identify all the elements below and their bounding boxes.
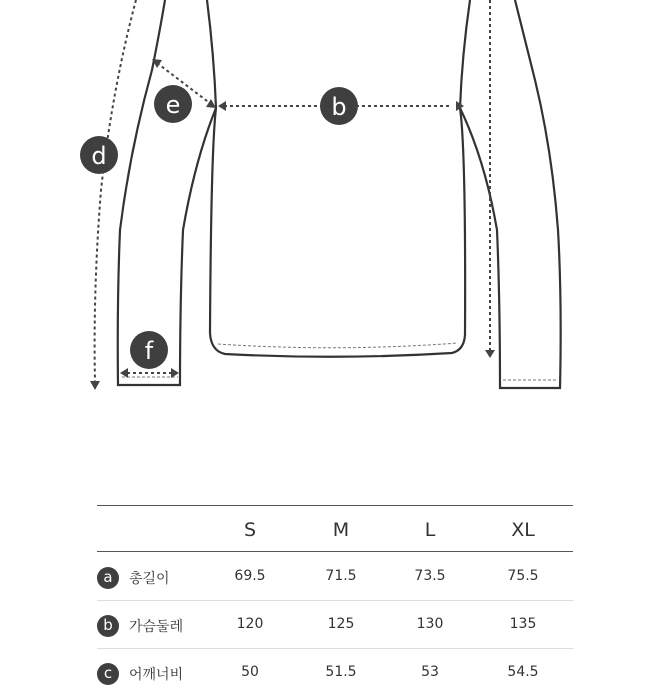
column-header-m: M: [332, 519, 350, 541]
row-divider: [97, 600, 573, 601]
right-sleeve-outline: [460, 0, 561, 388]
marker-b-badge: [320, 87, 358, 125]
table-row: [97, 554, 573, 602]
column-header-s: S: [243, 519, 257, 541]
row-divider: [97, 648, 573, 649]
table-cell: 51.5: [325, 664, 357, 680]
chest-arrowhead-left: [218, 101, 226, 111]
marker-e-text: e: [165, 91, 181, 119]
row-marker-c-badge: c: [97, 663, 119, 685]
table-cell: 73.5: [414, 568, 446, 584]
row-marker-b-badge: b: [97, 615, 119, 637]
row-label: 어깨너비: [129, 667, 184, 683]
row-marker-a-badge: a: [97, 567, 119, 589]
marker-e-badge: [154, 85, 192, 123]
sleeve-length-dimension-line: [95, 0, 136, 382]
marker-f-text: f: [144, 337, 154, 365]
table-row: [97, 602, 573, 650]
table-top-rule: [97, 505, 573, 506]
table-cell: 69.5: [234, 568, 266, 584]
length-arrowhead: [485, 350, 495, 358]
size-table: [97, 505, 573, 683]
table-cell: 54.5: [507, 664, 539, 680]
table-row: [97, 650, 573, 698]
column-header-l: L: [424, 519, 436, 541]
left-sleeve-outline: [118, 0, 216, 385]
sleeve-length-arrowhead: [90, 381, 100, 390]
header-bottom-rule: [97, 551, 573, 552]
column-header-xl: XL: [511, 519, 535, 541]
table-cell: 53: [421, 664, 439, 680]
garment-body-outline: [207, 0, 470, 357]
table-cell: 50: [241, 664, 259, 680]
table-cell: 130: [416, 616, 444, 632]
marker-b-text: b: [331, 93, 347, 121]
marker-d-text: d: [91, 142, 107, 170]
table-cell: 135: [509, 616, 537, 632]
marker-d-badge: [80, 136, 118, 174]
table-cell: 125: [327, 616, 355, 632]
table-cell: 120: [236, 616, 264, 632]
marker-f-badge: [130, 331, 168, 369]
row-label: 가슴둘레: [129, 619, 184, 635]
hem-stitch: [218, 343, 458, 348]
table-cell: 75.5: [507, 568, 539, 584]
row-label: 총길이: [129, 571, 170, 587]
table-cell: 71.5: [325, 568, 357, 584]
